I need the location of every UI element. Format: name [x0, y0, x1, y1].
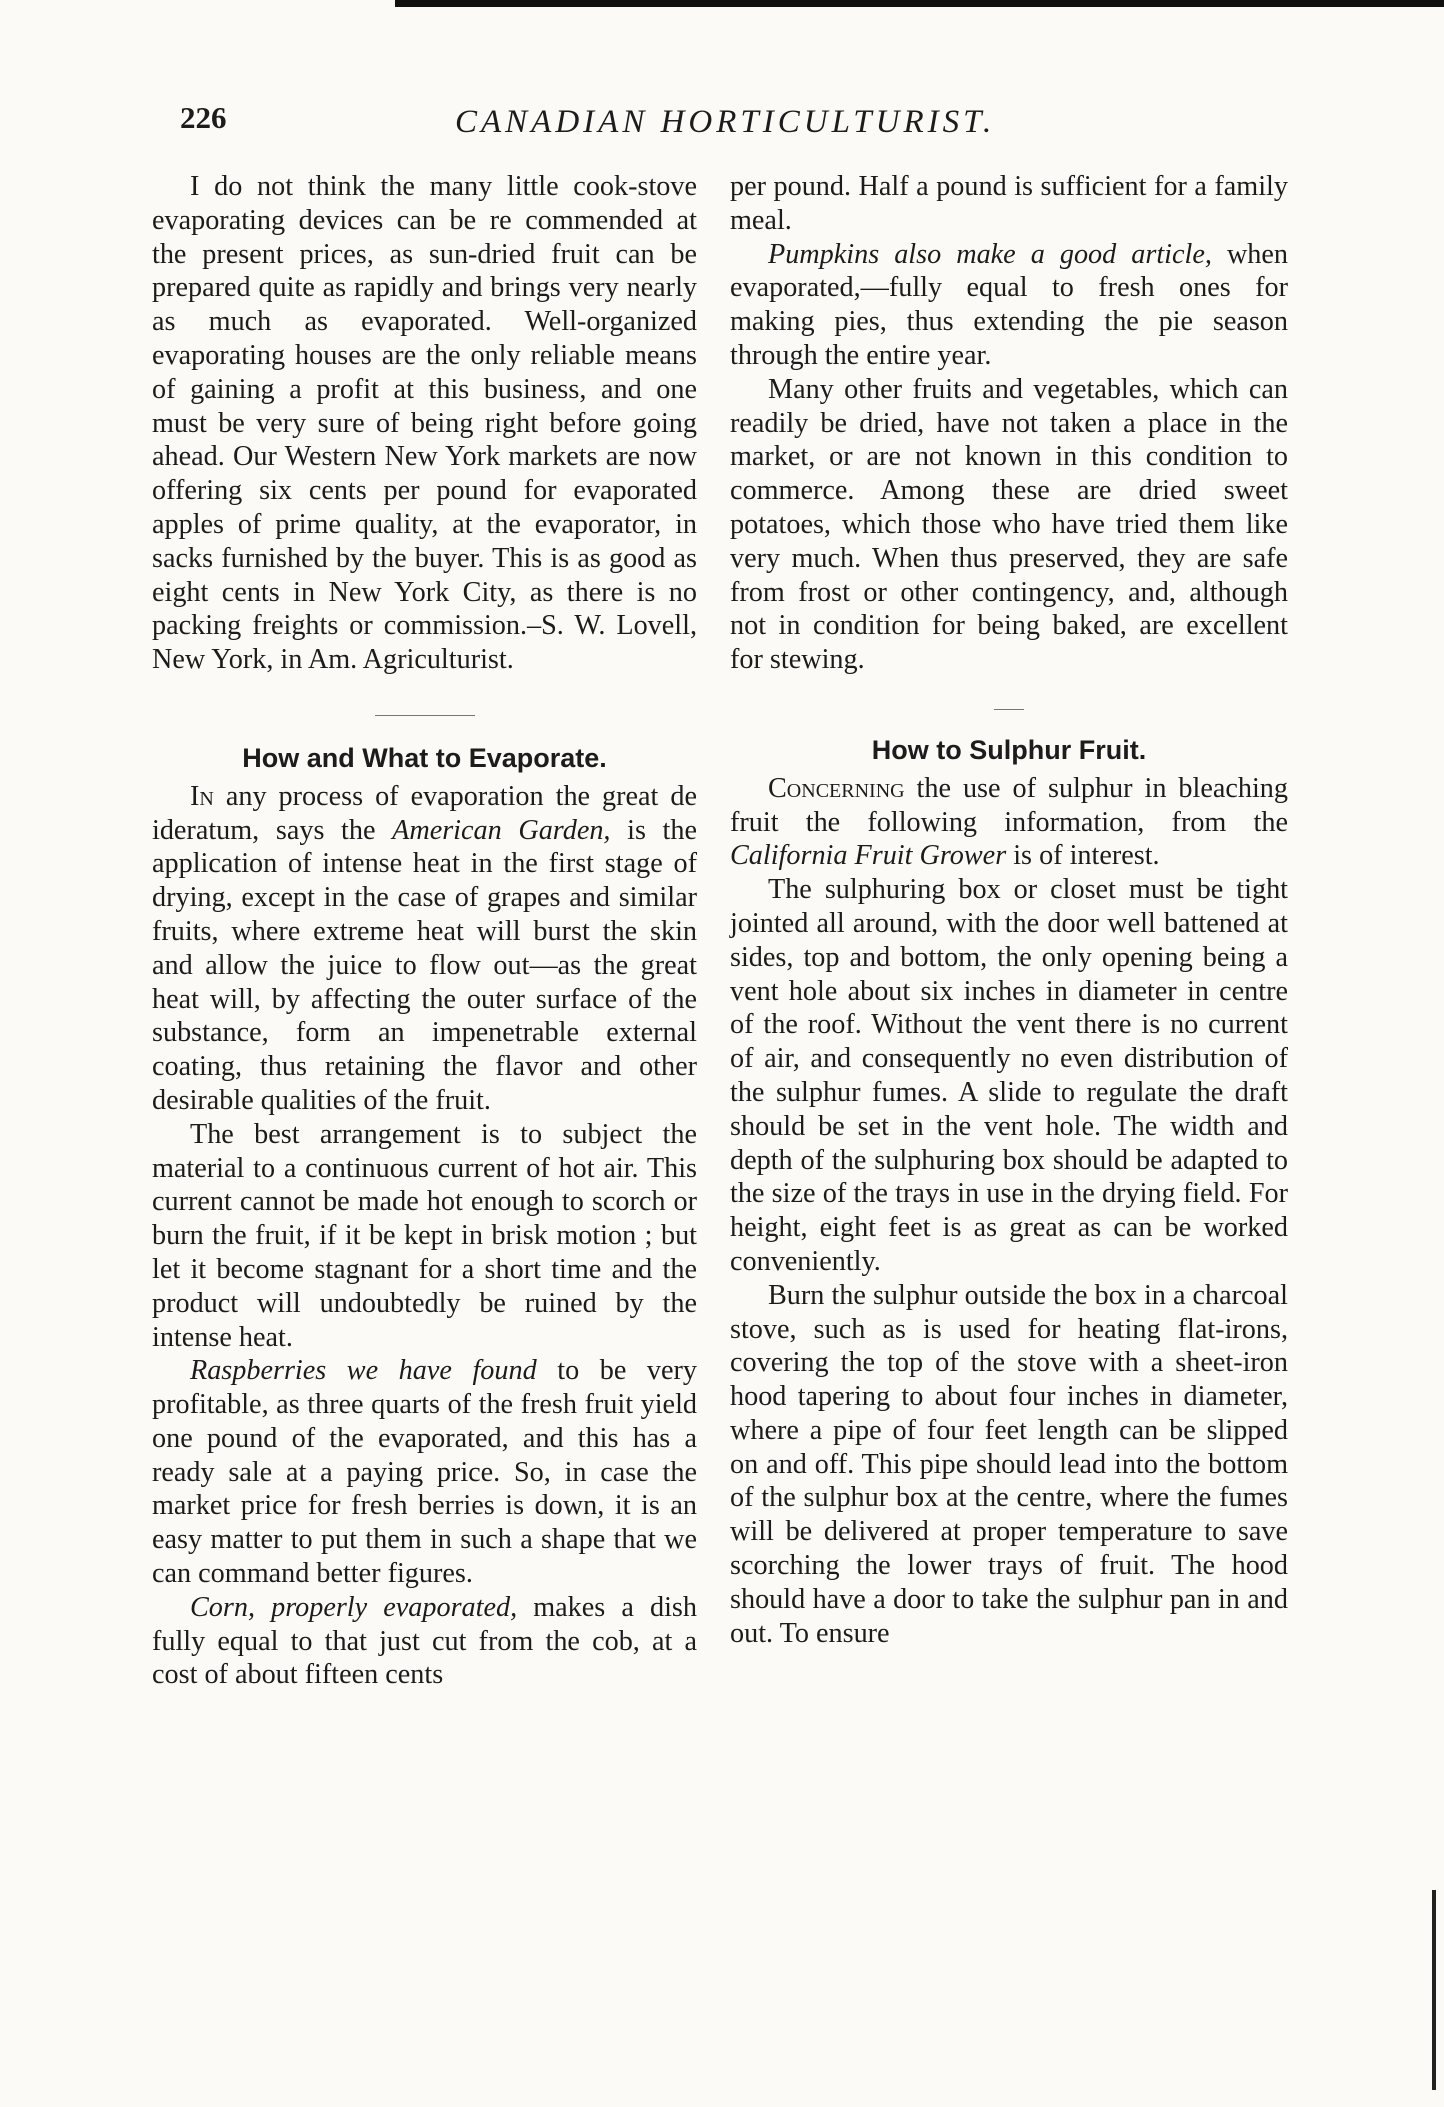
top-border-rule: [395, 0, 1444, 7]
source-california-fruit-grower: California Fruit Grower: [730, 840, 1007, 872]
right-column: [730, 170, 1288, 1650]
dropcap-word: Concerning: [768, 772, 905, 804]
running-head: CANADIAN HORTICULTURIST.: [455, 104, 996, 140]
paragraph-burn-sulphur: Burn the sulphur outside the box in a charcoal stove, such as is used for heating flat-irons, covering the top of the stove with a sheet-iron hood tapering to about four inches in diameter, where a pipe of four feet length can be slipped on and off. This pipe should lead into the bottom of the sulphur box at the centre, where the fumes will be delivered at proper temperature to save scorching the lower trays of fruit. The hood should have a door to take the sulphur pan in and out. To ensure: [730, 1279, 1288, 1649]
left-column: [152, 170, 697, 1692]
section-divider: [994, 709, 1024, 710]
page-edge-mark: [1432, 1890, 1436, 2090]
paragraph-best-arrangement: The best arrangement is to subject the material to a continuous current of hot air. This current cannot be made hot enough to scorch or burn the fruit, if it be kept in brisk motion ; but let it become stagnant for a short time and the product will undoubtedly be ruined by the intense heat.: [152, 1118, 697, 1353]
paragraph-raspberries: Raspberries we have found to be very profitable, as three quarts of the fresh fruit yield one pound of the evaporated, and this has a ready sale at a paying price. So, in case the market price for fresh berries is down, it is an easy matter to put them in such a shape that we can command better figures.: [152, 1355, 697, 1590]
paragraph-pumpkins: Pumpkins also make a good article, when evaporated,—fully equal to fresh ones for making pies, thus extending the pie season through the entire year.: [730, 238, 1288, 371]
paragraph-sulphuring-box: The sulphuring box or closet must be tight jointed all around, with the door well battened at sides, top and bottom, the only opening being a vent hole about six inches in diameter in centre of the roof. Without the vent there is no current of air, and consequently no even distribution of the sulphur fumes. A slide to regulate the draft should be set in the vent hole. The width and depth of the sulphuring box should be adapted to the size of the trays in use in the drying field. For height, eight feet is as great as can be worked conveniently.: [730, 874, 1288, 1277]
paragraph-other-fruits: Many other fruits and vegetables, which can readily be dried, have not taken a place in the market, or are not known in this condition to commerce. Among these are dried sweet potatoes, which those who have tried them like very much. When thus preserved, they are safe from frost or other contingency, and, although not in condition for being baked, are excellent for stewing.: [730, 373, 1288, 676]
section-divider: [375, 715, 475, 716]
dropcap-word: In: [190, 780, 214, 812]
heading-how-to-sulphur: How to Sulphur Fruit.: [871, 734, 1147, 765]
paragraph-continued: per pound. Half a pound is sufficient for a family meal.: [730, 171, 1288, 236]
paragraph-cookstove: I do not think the many little cook-stove evaporating devices can be re commended at the present prices, as sun-dried fruit can be prepared quite as rapidly and brings very nearly as much as evaporated. Well-organized evaporating houses are the only reliable means of gaining a profit at this business, and one must be very sure of being right before going ahead. Our Western New York markets are now offering six cents per pound for evaporated apples of prime quality, at the evaporator, in sacks furnished by the buyer. This is as good as eight cents in New York City, as there is no packing freights or commission.–S. W. Lovell, New York, in Am. Agriculturist.: [152, 171, 697, 676]
paragraph-corn: Corn, properly evaporated, makes a dish fully equal to that just cut from the cob, at a cost of about fifteen cents: [152, 1591, 697, 1691]
paragraph-sulphur-intro: Concerning the use of sulphur in bleaching fruit the following information, from the California Fruit Grower is of interest.: [730, 772, 1288, 872]
heading-how-what-evaporate: How and What to Evaporate.: [242, 742, 607, 773]
paragraph-evaporation-process: In any process of evaporation the great de ideratum, says the American Garden, is the application of intense heat in the first stage of drying, except in the case of grapes and similar fruits, where extreme heat will burst the skin and allow the juice to flow out—as the great heat will, by affecting the outer surface of the substance, form an impenetrable external coating, thus retaining the flavor and other desirable qualities of the fruit.: [152, 780, 697, 1116]
page-number: 226: [180, 100, 227, 135]
source-american-garden: American Garden,: [392, 814, 611, 846]
